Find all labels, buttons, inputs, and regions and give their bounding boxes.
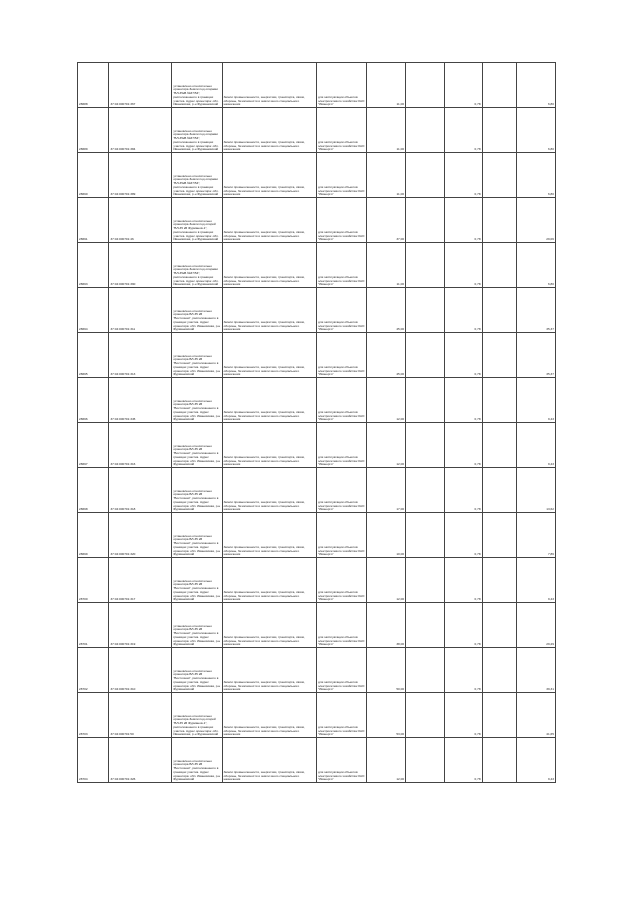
cadastral-number-cell: 37:04:000701:326 <box>109 738 172 783</box>
amount-cell: 9,43 <box>517 423 556 468</box>
location-cell: установлено относительно ориентира ВЛ-35 кВ "Восточная", расположенного в границах участка. Адрес ориентира: обл. Ивановская, р-н Фурмановский <box>172 648 222 693</box>
amount-cell: 6,80 <box>517 153 556 198</box>
land-category-cell: Земли промышленности, энергетики, транспорта, связи, обороны, безопасности и земли иного специального назначения <box>222 333 316 378</box>
empty-cell <box>482 108 517 153</box>
table-row <box>78 108 556 153</box>
record-id-cell: 28699 <box>78 513 109 558</box>
empty-cell <box>406 558 445 603</box>
empty-cell <box>406 153 445 198</box>
land-category-cell: Земли промышленности, энергетики, транспорта, связи, обороны, безопасности и земли иного специального назначения <box>222 153 316 198</box>
empty-cell <box>406 333 445 378</box>
location-cell: установлено относительно ориентира Земли под опорами "ВЛ-35кВ №37/54", расположенного в границах участка. Адрес ориентира: обл. Ивановская, р-н Фурмановский <box>172 153 222 198</box>
cadastral-number-cell: 37:04:000701:320 <box>109 513 172 558</box>
cadastral-number-cell: 37:04:000701:384 <box>109 108 172 153</box>
record-id-cell: 28698 <box>78 468 109 513</box>
empty-cell <box>482 243 517 288</box>
location-cell: установлено относительно ориентира ВЛ-35 кВ "Восточная", расположенного в границах участка. Адрес ориентира: обл. Ивановская, р-н Фурмановский <box>172 558 222 603</box>
empty-cell <box>482 63 517 108</box>
cadastral-number-cell: 37:04:000701:46 <box>109 198 172 243</box>
land-category-cell: Земли промышленности, энергетики, транспорта, связи, обороны, безопасности и земли иного специального назначения <box>222 468 316 513</box>
permitted-use-cell: для эксплуатации объектов электросетевого хозяйства ОАО "Ивэнерго" <box>316 468 366 513</box>
rate-cell: 0,78 <box>444 153 482 198</box>
table-row <box>78 558 556 603</box>
table-row <box>78 423 556 468</box>
table-body <box>78 63 556 783</box>
record-id-cell: 28688 <box>78 63 109 108</box>
amount-cell: 9,43 <box>517 378 556 423</box>
area-cell: 45,00 <box>367 333 406 378</box>
rate-cell: 0,78 <box>444 423 482 468</box>
table-row <box>78 513 556 558</box>
table-row <box>78 468 556 513</box>
record-id-cell: 28701 <box>78 603 109 648</box>
land-category-cell: Земли промышленности, энергетики, транспорта, связи, обороны, безопасности и земли иного специального назначения <box>222 288 316 333</box>
amount-cell: 6,80 <box>517 243 556 288</box>
cadastral-number-cell: 37:04:000701:389 <box>109 153 172 198</box>
empty-cell <box>406 288 445 333</box>
permitted-use-cell: для эксплуатации объектов электросетевого хозяйства ОАО "Ивэнерго" <box>316 693 366 738</box>
empty-cell <box>482 513 517 558</box>
area-cell: 12,00 <box>367 558 406 603</box>
rate-cell: 0,78 <box>444 693 482 738</box>
empty-cell <box>406 108 445 153</box>
area-cell: 17,00 <box>367 468 406 513</box>
area-cell: 37,00 <box>367 198 406 243</box>
table-row <box>78 378 556 423</box>
land-category-cell: Земли промышленности, энергетики, транспорта, связи, обороны, безопасности и земли иного специального назначения <box>222 423 316 468</box>
land-category-cell: Земли промышленности, энергетики, транспорта, связи, обороны, безопасности и земли иного специального назначения <box>222 63 316 108</box>
record-id-cell: 28695 <box>78 333 109 378</box>
area-cell: 11,00 <box>367 108 406 153</box>
rate-cell: 0,78 <box>444 468 482 513</box>
permitted-use-cell: для эксплуатации объектов электросетевого хозяйства ОАО "Ивэнерго" <box>316 603 366 648</box>
rate-cell: 0,78 <box>444 648 482 693</box>
permitted-use-cell: для эксплуатации объектов электросетевого хозяйства ОАО "Ивэнерго" <box>316 333 366 378</box>
cadastral-number-cell: 37:04:000701:311 <box>109 288 172 333</box>
empty-cell <box>406 693 445 738</box>
area-cell: 11,00 <box>367 153 406 198</box>
permitted-use-cell: для эксплуатации объектов электросетевого хозяйства ОАО "Ивэнерго" <box>316 378 366 423</box>
cadastral-number-cell: 37:04:000701:367 <box>109 63 172 108</box>
permitted-use-cell: для эксплуатации объектов электросетевого хозяйства ОАО "Ивэнерго" <box>316 153 366 198</box>
empty-cell <box>482 603 517 648</box>
empty-cell <box>482 153 517 198</box>
record-id-cell: 28690 <box>78 153 109 198</box>
cadastral-number-cell: 37:04:000701:390 <box>109 243 172 288</box>
table-row <box>78 648 556 693</box>
location-cell: установлено относительно ориентира Земли под опорами "ВЛ-35кВ №37/54", расположенного в границах участка. Адрес ориентира: обл. Ивановская, р-н Фурмановский <box>172 63 222 108</box>
location-cell: установлено относительно ориентира ВЛ-35 кВ "Восточная", расположенного в границах участка. Адрес ориентира: обл. Ивановская, р-н Фурмановский <box>172 513 222 558</box>
land-category-cell: Земли промышленности, энергетики, транспорта, связи, обороны, безопасности и земли иного специального назначения <box>222 108 316 153</box>
rate-cell: 0,78 <box>444 63 482 108</box>
land-category-cell: Земли промышленности, энергетики, транспорта, связи, обороны, безопасности и земли иного специального назначения <box>222 603 316 648</box>
location-cell: установлено относительно ориентира Земли под опорой "ВЛ-35 кВ Фурманов-1", расположенного в границах участка. Адрес ориентира: обл. Ивановская, р-н Фурмановский <box>172 198 222 243</box>
rate-cell: 0,78 <box>444 378 482 423</box>
area-cell: 12,00 <box>367 738 406 783</box>
permitted-use-cell: для эксплуатации объектов электросетевого хозяйства ОАО "Ивэнерго" <box>316 558 366 603</box>
table-row <box>78 738 556 783</box>
empty-cell <box>482 738 517 783</box>
permitted-use-cell: для эксплуатации объектов электросетевого хозяйства ОАО "Ивэнерго" <box>316 648 366 693</box>
location-cell: установлено относительно ориентира ВЛ-35 кВ "Восточная", расположенного в границах участка. Адрес ориентира: обл. Ивановская, р-н Фурмановский <box>172 423 222 468</box>
location-cell: установлено относительно ориентира ВЛ-35 кВ "Восточная", расположенного в границах участка. Адрес ориентира: обл. Ивановская, р-н Фурмановский <box>172 738 222 783</box>
location-cell: установлено относительно ориентира ВЛ-35 кВ "Восточная", расположенного в границах участка. Адрес ориентира: обл. Ивановская, р-н Фурмановский <box>172 333 222 378</box>
rate-cell: 0,78 <box>444 333 482 378</box>
record-id-cell: 28694 <box>78 288 109 333</box>
permitted-use-cell: для эксплуатации объектов электросетевого хозяйства ОАО "Ивэнерго" <box>316 243 366 288</box>
permitted-use-cell: для эксплуатации объектов электросетевого хозяйства ОАО "Ивэнерго" <box>316 198 366 243</box>
table-row <box>78 243 556 288</box>
empty-cell <box>406 423 445 468</box>
amount-cell: 13,62 <box>517 468 556 513</box>
cadastral-number-cell: 37:04:000701:50 <box>109 693 172 738</box>
amount-cell: 35,37 <box>517 288 556 333</box>
empty-cell <box>482 288 517 333</box>
area-cell: 50,00 <box>367 648 406 693</box>
area-cell: 10,00 <box>367 513 406 558</box>
rate-cell: 0,78 <box>444 603 482 648</box>
empty-cell <box>406 198 445 243</box>
empty-cell <box>482 468 517 513</box>
table-row <box>78 198 556 243</box>
location-cell: установлено относительно ориентира ВЛ-35 кВ "Восточная", расположенного в границах участка. Адрес ориентира: обл. Ивановская, р-н Фурмановский <box>172 468 222 513</box>
area-cell: 38,00 <box>367 603 406 648</box>
rate-cell: 0,78 <box>444 513 482 558</box>
location-cell: установлено относительно ориентира Земли под опорами "ВЛ-35кВ №37/54", расположенного в границах участка. Адрес ориентира: обл. Ивановская, р-н Фурмановский <box>172 108 222 153</box>
land-category-cell: Земли промышленности, энергетики, транспорта, связи, обороны, безопасности и земли иного специального назначения <box>222 738 316 783</box>
area-cell: 45,00 <box>367 288 406 333</box>
permitted-use-cell: для эксплуатации объектов электросетевого хозяйства ОАО "Ивэнерго" <box>316 108 366 153</box>
amount-cell: 6,80 <box>517 108 556 153</box>
amount-cell: 7,86 <box>517 513 556 558</box>
empty-cell <box>482 558 517 603</box>
empty-cell <box>482 423 517 468</box>
table-row <box>78 63 556 108</box>
permitted-use-cell: для эксплуатации объектов электросетевого хозяйства ОАО "Ивэнерго" <box>316 738 366 783</box>
rate-cell: 0,78 <box>444 738 482 783</box>
empty-cell <box>482 648 517 693</box>
permitted-use-cell: для эксплуатации объектов электросетевого хозяйства ОАО "Ивэнерго" <box>316 63 366 108</box>
empty-cell <box>406 648 445 693</box>
land-category-cell: Земли промышленности, энергетики, транспорта, связи, обороны, безопасности и земли иного специального назначения <box>222 558 316 603</box>
cadastral-number-cell: 37:04:000701:318 <box>109 468 172 513</box>
area-cell: 53,00 <box>367 693 406 738</box>
empty-cell <box>406 63 445 108</box>
location-cell: установлено относительно ориентира Земли под опорами "ВЛ-35кВ №37/54", расположенного в границах участка. Адрес ориентира: обл. Ивановская, р-н Фурмановский <box>172 243 222 288</box>
record-id-cell: 28704 <box>78 738 109 783</box>
record-id-cell: 28700 <box>78 558 109 603</box>
area-cell: 12,00 <box>367 378 406 423</box>
amount-cell: 29,06 <box>517 198 556 243</box>
land-category-cell: Земли промышленности, энергетики, транспорта, связи, обороны, безопасности и земли иного специального назначения <box>222 513 316 558</box>
permitted-use-cell: для эксплуатации объектов электросетевого хозяйства ОАО "Ивэнерго" <box>316 513 366 558</box>
table-row <box>78 693 556 738</box>
record-id-cell: 28703 <box>78 693 109 738</box>
rate-cell: 0,78 <box>444 108 482 153</box>
empty-cell <box>482 333 517 378</box>
empty-cell <box>406 603 445 648</box>
empty-cell <box>406 513 445 558</box>
cadastral-number-cell: 37:04:000701:316 <box>109 423 172 468</box>
rate-cell: 0,78 <box>444 243 482 288</box>
land-category-cell: Земли промышленности, энергетики, транспорта, связи, обороны, безопасности и земли иного специального назначения <box>222 648 316 693</box>
empty-cell <box>482 198 517 243</box>
record-id-cell: 28689 <box>78 108 109 153</box>
location-cell: установлено относительно ориентира ВЛ-35 кВ "Восточная", расположенного в границах участка. Адрес ориентира: обл. Ивановская, р-н Фурмановский <box>172 378 222 423</box>
empty-cell <box>482 693 517 738</box>
amount-cell: 29,29 <box>517 603 556 648</box>
permitted-use-cell: для эксплуатации объектов электросетевого хозяйства ОАО "Ивэнерго" <box>316 288 366 333</box>
cadastral-number-cell: 37:04:000701:313 <box>109 333 172 378</box>
permitted-use-cell: для эксплуатации объектов электросетевого хозяйства ОАО "Ивэнерго" <box>316 423 366 468</box>
land-plots-table <box>77 62 556 783</box>
amount-cell: 35,37 <box>517 333 556 378</box>
rate-cell: 0,78 <box>444 558 482 603</box>
area-cell: 11,00 <box>367 63 406 108</box>
empty-cell <box>406 243 445 288</box>
amount-cell: 9,43 <box>517 558 556 603</box>
table-row <box>78 603 556 648</box>
table-row <box>78 153 556 198</box>
table-row <box>78 288 556 333</box>
table-row <box>78 333 556 378</box>
record-id-cell: 28696 <box>78 378 109 423</box>
area-cell: 11,00 <box>367 243 406 288</box>
record-id-cell: 28702 <box>78 648 109 693</box>
rate-cell: 0,78 <box>444 198 482 243</box>
land-category-cell: Земли промышленности, энергетики, транспорта, связи, обороны, безопасности и земли иного специального назначения <box>222 378 316 423</box>
record-id-cell: 28697 <box>78 423 109 468</box>
empty-cell <box>406 468 445 513</box>
location-cell: установлено относительно ориентира ВЛ-35 кВ "Восточная", расположенного в границах участка. Адрес ориентира: обл. Ивановская, р-н Фурмановский <box>172 288 222 333</box>
cadastral-number-cell: 37:04:000701:319 <box>109 603 172 648</box>
empty-cell <box>482 378 517 423</box>
record-id-cell: 28693 <box>78 243 109 288</box>
area-cell: 12,00 <box>367 423 406 468</box>
cadastral-number-cell: 37:04:000701:317 <box>109 558 172 603</box>
cadastral-number-cell: 37:04:000701:310 <box>109 648 172 693</box>
land-category-cell: Земли промышленности, энергетики, транспорта, связи, обороны, безопасности и земли иного специального назначения <box>222 198 316 243</box>
record-id-cell: 28691 <box>78 198 109 243</box>
location-cell: установлено относительно ориентира Земли под опорой "ВЛ-35 кВ Фурманов-1", расположенного в границах участка. Адрес ориентира: обл. Ивановская, р-н Фурмановский <box>172 693 222 738</box>
cadastral-number-cell: 37:04:000701:345 <box>109 378 172 423</box>
amount-cell: 39,31 <box>517 648 556 693</box>
amount-cell: 6,80 <box>517 63 556 108</box>
rate-cell: 0,78 <box>444 288 482 333</box>
amount-cell: 9,43 <box>517 738 556 783</box>
land-category-cell: Земли промышленности, энергетики, транспорта, связи, обороны, безопасности и земли иного специального назначения <box>222 243 316 288</box>
empty-cell <box>406 378 445 423</box>
amount-cell: 41,65 <box>517 693 556 738</box>
land-category-cell: Земли промышленности, энергетики, транспорта, связи, обороны, безопасности и земли иного специального назначения <box>222 693 316 738</box>
location-cell: установлено относительно ориентира ВЛ-35 кВ "Восточная", расположенного в границах участка. Адрес ориентира: обл. Ивановская, р-н Фурмановский <box>172 603 222 648</box>
empty-cell <box>406 738 445 783</box>
